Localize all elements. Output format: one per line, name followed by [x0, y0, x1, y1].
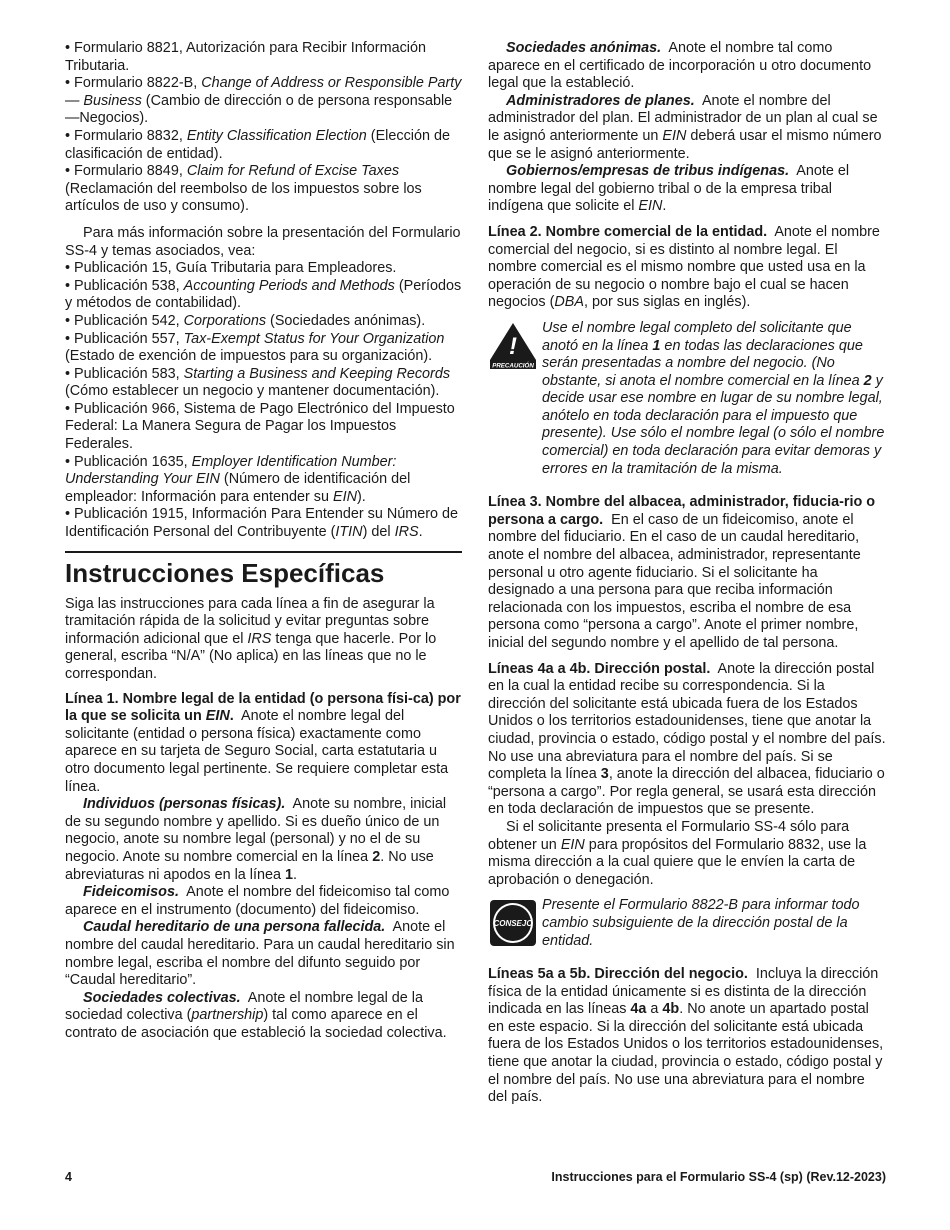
list-item: • Publicación 557, Tax-Exempt Status for Your Organization (Estado de exención de impuestos para su organización).	[65, 330, 445, 365]
individuals-paragraph: Individuos (personas físicas). Anote su nombre, inicial de su segundo nombre y apellido. Si es dueño único de un negocio, anote su nombre legal (personal) y no el de su negocio. Anote su nombre comercial en la línea 2. No use abreviaturas ni apodos en la línea 1.	[65, 796, 447, 883]
line4-ss4-paragraph: Si el solicitante presenta el Formulario SS-4 sólo para obtener un EIN para propósitos del Formulario 8832, use la misma dirección a la cual quiere que le envíen la carta de aprobación o denegación.	[488, 818, 867, 888]
section-intro: Siga las instrucciones para cada línea a fin de asegurar la tramitación rápida de la solicitud y evitar preguntas sobre información adicional que el IRS tenga que hacerle. Por lo general, escriba “N/A” (No aplica) en las líneas que no le correspondan.	[65, 595, 437, 682]
list-item: • Publicación 15, Guía Tributaria para Empleadores.	[65, 260, 397, 277]
line2-paragraph: Línea 2. Nombre comercial de la entidad. Anote el nombre comercial del negocio, si es distinto al nombre legal. El nombre comercial es el mismo nombre que usted usa en la operación de su negocio o nombre bajo el cual se hacen negocios (DBA, por sus siglas en inglés).	[488, 223, 880, 311]
list-item: • Publicación 583, Starting a Business and Keeping Records (Cómo establecer un negocio y mantener documentación).	[65, 365, 451, 400]
corporations-paragraph: Sociedades anónimas. Anote el nombre tal como aparece en el certificado de incorporación u otro documento legal que la estableció.	[488, 40, 872, 92]
list-item: • Formulario 8832, Entity Classification Election (Elección de clasificación de entidad).	[65, 127, 450, 162]
svg-text:PRECAUCIÓN: PRECAUCIÓN	[492, 362, 534, 370]
tip-icon	[489, 899, 537, 947]
list-item: • Publicación 542, Corporations (Sociedades anónimas).	[65, 312, 426, 329]
tribal-paragraph: Gobiernos/empresas de tribus indígenas. Anote el nombre legal del gobierno tribal o de la empresa tribal indígena que solicite el EIN.	[488, 163, 850, 215]
list-item: • Formulario 8822-B, Change of Address or Responsible Party — Business (Cambio de dirección o de persona responsable —Negocios).	[65, 75, 462, 127]
page-number: 4	[65, 1170, 72, 1184]
section-divider	[65, 551, 462, 553]
partnerships-paragraph: Sociedades colectivas. Anote el nombre legal de la sociedad colectiva (partnership) tal como aparece en el contrato de asociación que estableció la sociedad colectiva.	[65, 989, 447, 1041]
line5-paragraph: Líneas 5a a 5b. Dirección del negocio. Incluya la dirección física de la entidad únicamente si es distinta de la dirección indicada en las líneas 4a a 4b. No anote un apartado postal en este espacio. Si la dirección del solicitante está ubicada fuera de los Estados Unidos o los territorios estadounidenses, tiene que anotar la ciudad, provincia o estado, código postal y el nombre del país. No use una abreviatura para el nombre del país.	[488, 966, 884, 1106]
info-intro: Para más información sobre la presentación del Formulario SS-4 y temas asociados, vea:	[65, 224, 461, 259]
list-item: • Publicación 538, Accounting Periods and Methods (Períodos y métodos de contabilidad).	[65, 277, 462, 312]
list-item: • Formulario 8821, Autorización para Recibir Información Tributaria.	[65, 40, 426, 74]
estate-paragraph: Caudal hereditario de una persona fallecida. Anote el nombre del caudal hereditario. Para un caudal hereditario sin nombre legal, escriba el nombre del difunto seguido por “Caudal hereditario”.	[65, 919, 455, 989]
list-item: • Publicación 1915, Información Para Entender su Número de Identificación Personal del Contribuyente (ITIN) del IRS.	[65, 506, 459, 541]
line4-paragraph: Líneas 4a a 4b. Dirección postal. Anote la dirección postal en la cual la entidad recibe su correspondencia. Si la dirección del solicitante está ubicada fuera de los Estados Unidos o los territorios estadounidenses, tiene que anotar la ciudad, provincia o estado, código postal y el nombre del país. No use una abreviatura para el nombre del país. Si se completa la línea 3, anote la dirección del albacea, fiduciario o “persona a cargo”. Por regla general, se usará esta dirección en toda declaración de impuestos que se presente.	[488, 660, 886, 818]
list-item: • Publicación 966, Sistema de Pago Electrónico del Impuesto Federal: La Manera Segura de Pagar los Impuestos Federales.	[65, 400, 455, 453]
svg-text:CONSEJO: CONSEJO	[493, 919, 533, 929]
trusts-paragraph: Fideicomisos. Anote el nombre del fideicomiso tal como aparece en el instrumento (documento) del fideicomiso.	[65, 884, 450, 918]
line3-paragraph: Línea 3. Nombre del albacea, administrador, fiducia-rio o persona a cargo. En el caso de un fideicomiso, anote el nombre del fiduciario. En el caso de un caudal hereditario, anote el nombre del albacea, administrador, representante personal u otro agente fiduciario. Si el solicitante ha designado a una persona para que reciba información relacionada con los impuestos, escriba el nombre de esa persona como “persona a cargo”. Anote el primer nombre, inicial del segundo nombre y el apellido de tal persona.	[488, 494, 876, 651]
caution-note: ! PRECAUCIÓN Use el nombre legal completo del solicitante que anotó en la línea 1 en todas las declaraciones que serán presentadas a nombre del negocio. (No obstante, si anota el nombre comercial en la línea 2 y decide usar ese nombre en lugar de su nombre legal, anótelo en toda declaración para el impuesto que presente). Use sólo el nombre legal (o sólo el nombre comercial) en toda declaración para evitar demoras y errores en la tramitación de la misma.	[488, 320, 886, 478]
line1-heading: Línea 1. Nombre legal de la entidad (o persona físi-ca) por la que se solicita un EIN.	[65, 690, 461, 725]
forms-list	[65, 40, 462, 216]
publications-list	[65, 260, 462, 542]
list-item: • Publicación 1635, Employer Identification Number: Understanding Your EIN (Número de identificación del empleador: Información para entender su EIN).	[65, 453, 411, 505]
list-item: • Formulario 8849, Claim for Refund of Excise Taxes (Reclamación del reembolso de los impuestos sobre los artículos de uso y consumo).	[65, 163, 422, 215]
caution-icon	[489, 322, 537, 370]
left-column	[65, 40, 462, 1042]
tip-note: CONSEJO Presente el Formulario 8822-B para informar todo cambio subsiguiente de la dirección postal de la entidad.	[488, 897, 886, 950]
section-title: Instrucciones Específicas	[65, 557, 385, 588]
document-footer: Instrucciones para el Formulario SS-4 (sp) (Rev.12-2023)	[551, 1170, 886, 1184]
svg-text:!: !	[509, 332, 517, 360]
right-column	[488, 40, 886, 1107]
line1-paragraph: Línea 1. Nombre legal de la entidad (o persona físi-ca) por la que se solicita un EIN. Anote el nombre legal del solicitante (entidad o persona física) exactamente como aparece en su tarjeta de Seguro Social, carta estatutaria u otro documento legal pertinente. Se requiere completar esta línea.	[65, 690, 461, 795]
plan-admins-paragraph: Administradores de planes. Anote el nombre del administrador del plan. El administrador de un plan al cual se le asignó anteriormente un EIN deberá usar el mismo número que se le asignó anteriormente.	[488, 92, 882, 162]
